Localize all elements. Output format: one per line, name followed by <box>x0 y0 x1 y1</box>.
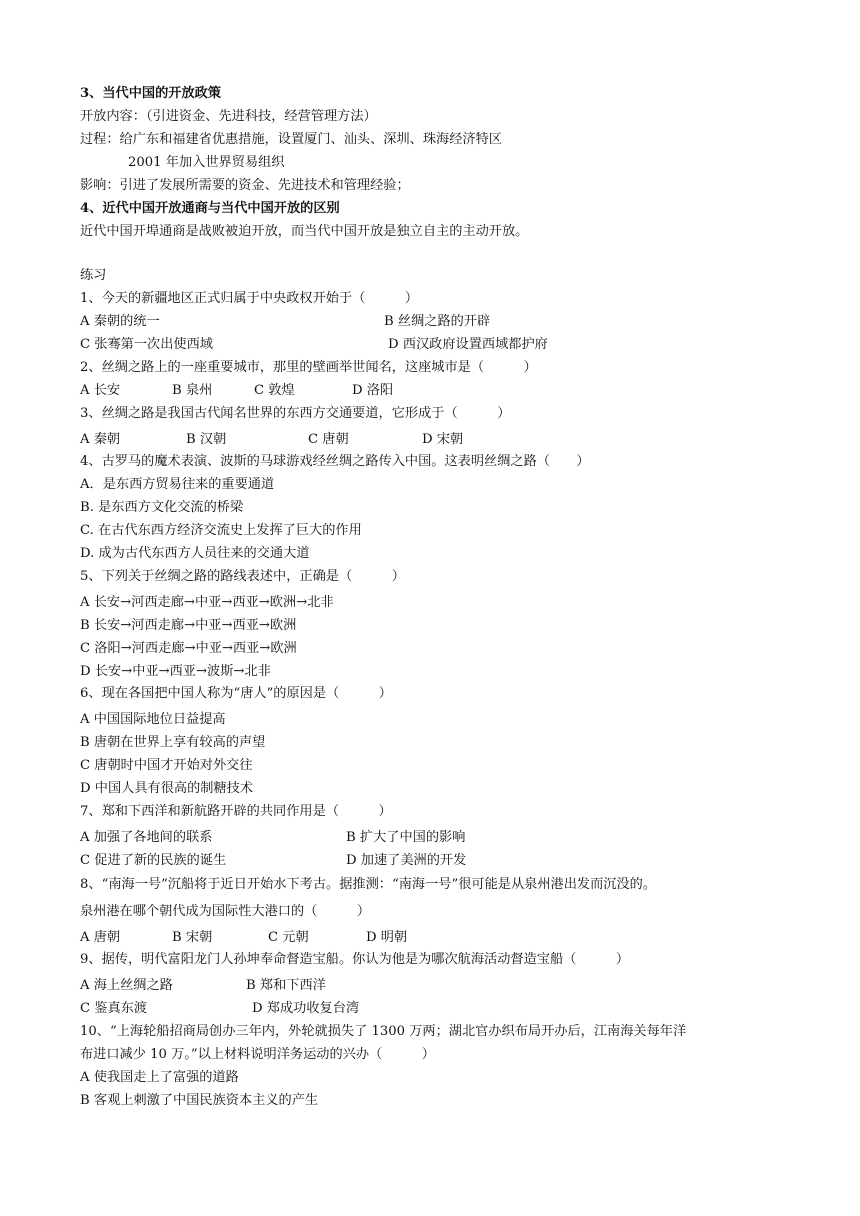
option-a: A 长安 <box>80 383 121 398</box>
option-c: C 鉴真东渡 <box>80 1001 148 1016</box>
option-c: C 敦煌 <box>254 383 295 398</box>
option-c: C 唐朝时中国才开始对外交往 <box>80 758 253 773</box>
option-b: B 扩大了中国的影响 <box>346 830 466 845</box>
option-b: B 泉州 <box>172 383 213 398</box>
option-a: A 中国国际地位日益提高 <box>80 712 226 727</box>
question-stem: 4、古罗马的魔术表演、波斯的马球游戏经丝绸之路传入中国。这表明丝绸之路（ ） <box>80 454 590 469</box>
question-stem: 6、现在各国把中国人称为“唐人”的原因是（ ） <box>80 686 392 701</box>
question-stem: 2、丝绸之路上的一座重要城市，那里的壁画举世闻名，这座城市是（ ） <box>80 360 537 375</box>
option-c: C 唐朝 <box>308 432 349 447</box>
option-a: A 秦朝的统一 <box>80 314 160 329</box>
option-b: B. 是东西方文化交流的桥梁 <box>80 500 244 515</box>
option-a: A 使我国走上了富强的道路 <box>80 1070 239 1085</box>
option-b: B 宋朝 <box>172 930 213 945</box>
question-stem-cont: 泉州港在哪个朝代成为国际性大港口的（ ） <box>80 904 371 919</box>
option-row <box>80 335 800 355</box>
option-b: B 客观上刺激了中国民族资本主义的产生 <box>80 1093 319 1108</box>
option-c: C. 在古代东西方经济交流史上发挥了巨大的作用 <box>80 523 362 538</box>
question-stem-cont: 布进口减少 10 万。”以上材料说明洋务运动的兴办（ ） <box>80 1047 435 1062</box>
section-3-process-cont: 2001 年加入世界贸易组织 <box>128 155 285 170</box>
option-row <box>80 851 800 871</box>
option-d: D 宋朝 <box>422 432 464 447</box>
question-stem: 1、今天的新疆地区正式归属于中央政权开始于（ ） <box>80 291 419 306</box>
option-row <box>80 999 800 1019</box>
section-4-title: 4、近代中国开放通商与当代中国开放的区别 <box>80 201 340 216</box>
practice-title: 练习 <box>80 268 107 283</box>
option-row <box>80 312 800 332</box>
option-d: D 加速了美洲的开发 <box>346 853 467 868</box>
option-b: B 郑和下西洋 <box>246 978 326 993</box>
option-d: D 长安→中亚→西亚→波斯→北非 <box>80 664 271 679</box>
option-row <box>80 430 800 450</box>
option-d: D 明朝 <box>366 930 408 945</box>
option-c: C 元朝 <box>268 930 309 945</box>
question-stem: 10、“上海轮船招商局创办三年内，外轮就损失了 1300 万两；湖北官办织布局开办后，江南海关每年洋 <box>80 1024 687 1039</box>
option-b: B 唐朝在世界上享有较高的声望 <box>80 735 266 750</box>
option-d: D 西汉政府设置西域都护府 <box>388 337 548 352</box>
option-a: A 秦朝 <box>80 432 121 447</box>
section-4-text: 近代中国开埠通商是战败被迫开放，而当代中国开放是独立自主的主动开放。 <box>80 224 529 239</box>
question-stem: 8、“南海一号”沉船将于近日开始水下考古。据推测：“南海一号”很可能是从泉州港出发而沉没的。 <box>80 877 657 892</box>
option-d: D 洛阳 <box>352 383 394 398</box>
question-stem: 7、郑和下西洋和新航路开辟的共同作用是（ ） <box>80 804 392 819</box>
section-3-impact: 影响：引进了发展所需要的资金、先进技术和管理经验； <box>80 178 410 193</box>
option-a: A 长安→河西走廊→中亚→西亚→欧洲→北非 <box>80 595 334 610</box>
section-3-title: 3、当代中国的开放政策 <box>80 86 222 101</box>
option-b: B 汉朝 <box>186 432 227 447</box>
option-row <box>80 828 800 848</box>
section-3-content: 开放内容：（引进资金、先进科技，经营管理方法） <box>80 109 377 124</box>
option-a: A．是东西方贸易往来的重要通道 <box>80 477 275 492</box>
option-c: C 张骞第一次出使西域 <box>80 337 213 352</box>
option-row <box>80 976 800 996</box>
option-d: D 中国人具有很高的制糖技术 <box>80 781 254 796</box>
section-3-process: 过程：给广东和福建省优惠措施，设置厦门、汕头、深圳、珠海经济特区 <box>80 132 502 147</box>
option-b: B 长安→河西走廊→中亚→西亚→欧洲 <box>80 618 297 633</box>
option-c: C 洛阳→河西走廊→中亚→西亚→欧洲 <box>80 641 297 656</box>
question-stem: 5、下列关于丝绸之路的路线表述中，正确是（ ） <box>80 569 405 584</box>
option-row <box>80 381 800 401</box>
option-d: D. 成为古代东西方人员往来的交通大道 <box>80 546 310 561</box>
option-a: A 加强了各地间的联系 <box>80 830 213 845</box>
question-stem: 9、据传，明代富阳龙门人孙坤奉命督造宝船。你认为他是为哪次航海活动督造宝船（ ） <box>80 952 630 967</box>
option-a: A 海上丝绸之路 <box>80 978 173 993</box>
option-row <box>80 928 800 948</box>
option-b: B 丝绸之路的开辟 <box>384 314 491 329</box>
question-stem: 3、丝绸之路是我国古代闻名世界的东西方交通要道，它形成于（ ） <box>80 406 511 421</box>
option-d: D 郑成功收复台湾 <box>252 1001 360 1016</box>
option-c: C 促进了新的民族的诞生 <box>80 853 227 868</box>
option-a: A 唐朝 <box>80 930 121 945</box>
